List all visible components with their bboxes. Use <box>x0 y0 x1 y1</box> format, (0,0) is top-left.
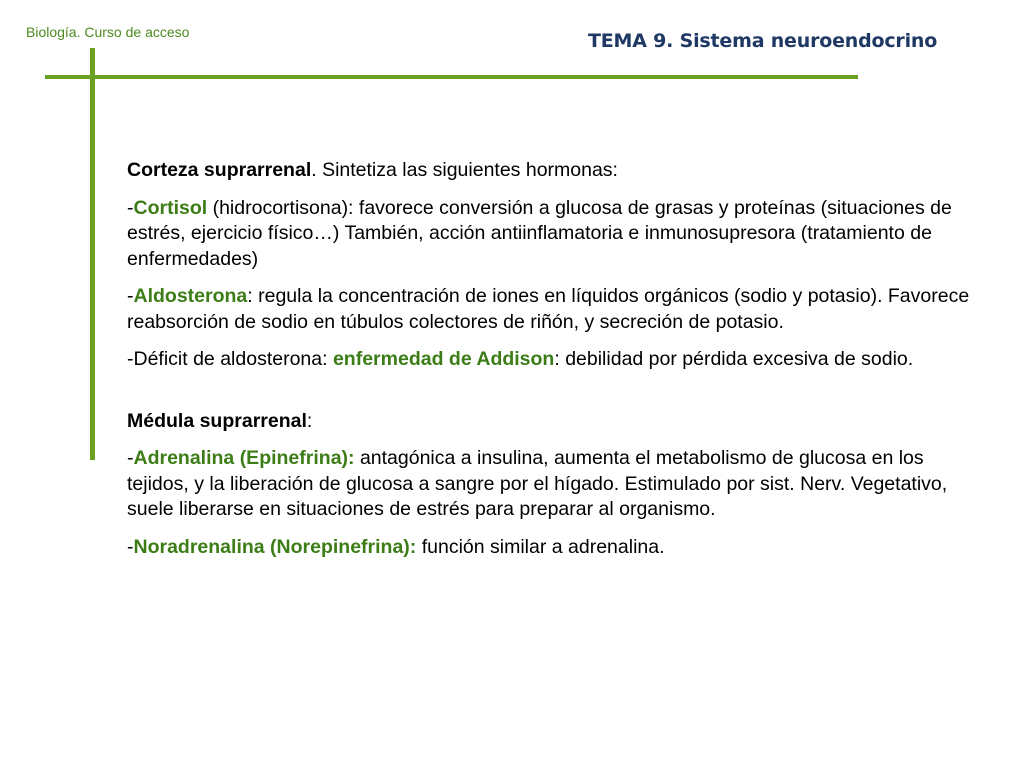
adrenalina-paragraph <box>127 446 989 523</box>
addison-term: enfermedad de Addison <box>332 348 555 370</box>
noradrenalina-paragraph <box>127 535 989 561</box>
aldosterona-dash: - <box>127 285 134 307</box>
aldosterona-paragraph <box>127 284 989 335</box>
aldosterona-term: Aldosterona <box>133 285 248 307</box>
medula-colon: : <box>306 409 313 432</box>
section-gap <box>127 385 989 409</box>
aldosterona-text: : regula la concentración de iones en líquidos orgánicos (sodio y potasio). Favorece reabsorción de sodio en túbulos colectores de riñón, y secreción de potasio. <box>127 285 970 333</box>
adrenalina-text: antagónica a insulina, aumenta el metabolismo de glucosa en los tejidos, y la liberación de glucosa a sangre por el hígado. Estimulado por sist. Nerv. Vegetativo, suele liberarse en situaciones de estrés para preparar al organismo. <box>127 447 948 520</box>
vertical-divider <box>90 48 95 460</box>
noradrenalina-term: Noradrenalina (Norepinefrina): <box>133 535 417 558</box>
adrenalina-dash: - <box>127 447 134 469</box>
corteza-intro <box>127 158 989 184</box>
deficit-prefix: -Déficit de aldosterona: <box>127 348 333 370</box>
deficit-text: : debilidad por pérdida excesiva de sodio. <box>554 348 914 370</box>
noradrenalina-text: función similar a adrenalina. <box>416 535 665 558</box>
corteza-heading: Corteza suprarrenal <box>127 159 312 181</box>
course-label: Biología. Curso de acceso <box>26 24 190 40</box>
medula-intro <box>127 409 989 435</box>
cortisol-text: (hidrocortisona): favorece conversión a glucosa de grasas y proteínas (situaciones de estrés, ejercicio físico…) También, acción antiinflamatoria e inmunosupresora (tratamiento de enfermedades) <box>127 196 952 270</box>
corteza-intro-text: . Sintetiza las siguientes hormonas: <box>311 159 618 181</box>
cortisol-paragraph <box>127 196 989 273</box>
adrenalina-term: Adrenalina (Epinefrina): <box>133 447 355 469</box>
slide-title: TEMA 9. Sistema neuroendocrino <box>588 30 938 52</box>
deficit-paragraph <box>127 347 989 373</box>
medula-heading: Médula suprarrenal <box>127 409 307 432</box>
cortisol-dash: - <box>127 196 134 219</box>
noradrenalina-dash: - <box>127 535 134 558</box>
horizontal-divider <box>45 75 858 79</box>
cortisol-term: Cortisol <box>133 196 208 219</box>
slide-content <box>127 158 989 572</box>
